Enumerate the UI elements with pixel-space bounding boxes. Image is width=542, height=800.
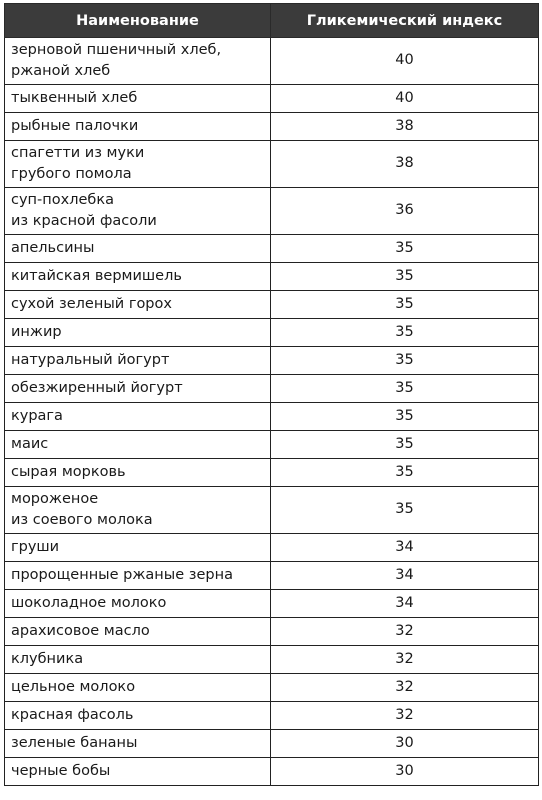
table-row [5, 562, 539, 590]
glycemic-index-table [4, 3, 539, 786]
glycemic-index-cell: 35 [271, 235, 539, 263]
table-row [5, 347, 539, 375]
product-name-cell: курага [5, 403, 271, 431]
product-name-cell: тыквенный хлеб [5, 85, 271, 113]
glycemic-index-cell: 38 [271, 113, 539, 141]
table-row [5, 618, 539, 646]
glycemic-index-cell: 35 [271, 431, 539, 459]
glycemic-index-cell: 35 [271, 459, 539, 487]
product-name-cell: груши [5, 534, 271, 562]
product-name-cell: красная фасоль [5, 702, 271, 730]
glycemic-index-cell: 30 [271, 758, 539, 786]
glycemic-index-cell: 34 [271, 534, 539, 562]
product-name-cell: сухой зеленый горох [5, 291, 271, 319]
product-name-cell: инжир [5, 319, 271, 347]
product-name-cell: спагетти из муки грубого помола [5, 141, 271, 188]
product-name-cell: апельсины [5, 235, 271, 263]
product-name-cell: шоколадное молоко [5, 590, 271, 618]
product-name-cell: цельное молоко [5, 674, 271, 702]
table-row [5, 141, 539, 188]
product-name-cell: черные бобы [5, 758, 271, 786]
glycemic-index-cell: 35 [271, 319, 539, 347]
glycemic-index-cell: 35 [271, 263, 539, 291]
product-name-cell: натуральный йогурт [5, 347, 271, 375]
glycemic-index-cell: 36 [271, 188, 539, 235]
glycemic-index-cell: 35 [271, 403, 539, 431]
table-row [5, 534, 539, 562]
glycemic-index-cell: 32 [271, 702, 539, 730]
table-body [5, 38, 539, 786]
glycemic-index-cell: 35 [271, 347, 539, 375]
glycemic-index-cell: 35 [271, 291, 539, 319]
table-row [5, 730, 539, 758]
product-name-cell: пророщенные ржаные зерна [5, 562, 271, 590]
glycemic-index-cell: 40 [271, 38, 539, 85]
product-name-cell: сырая морковь [5, 459, 271, 487]
glycemic-index-cell: 40 [271, 85, 539, 113]
table-row [5, 291, 539, 319]
table-row [5, 487, 539, 534]
table-row [5, 459, 539, 487]
header-row [5, 4, 539, 38]
table-header [5, 4, 539, 38]
glycemic-index-cell: 32 [271, 674, 539, 702]
table-row [5, 375, 539, 403]
glycemic-index-cell: 32 [271, 618, 539, 646]
product-name-cell: обезжиренный йогурт [5, 375, 271, 403]
glycemic-index-cell: 35 [271, 375, 539, 403]
table-row [5, 431, 539, 459]
table-row [5, 319, 539, 347]
table-row [5, 85, 539, 113]
product-name-cell: зерновой пшеничный хлеб, ржаной хлеб [5, 38, 271, 85]
table-row [5, 646, 539, 674]
product-name-cell: зеленые бананы [5, 730, 271, 758]
table-row [5, 702, 539, 730]
table-row [5, 674, 539, 702]
column-header-glycemic-index: Гликемический индекс [271, 4, 539, 38]
product-name-cell: суп-похлебка из красной фасоли [5, 188, 271, 235]
glycemic-index-cell: 34 [271, 590, 539, 618]
product-name-cell: мороженое из соевого молока [5, 487, 271, 534]
glycemic-index-cell: 34 [271, 562, 539, 590]
table-row [5, 38, 539, 85]
glycemic-index-cell: 30 [271, 730, 539, 758]
product-name-cell: арахисовое масло [5, 618, 271, 646]
glycemic-index-cell: 35 [271, 487, 539, 534]
product-name-cell: рыбные палочки [5, 113, 271, 141]
glycemic-index-cell: 32 [271, 646, 539, 674]
table-row [5, 758, 539, 786]
table-row [5, 188, 539, 235]
glycemic-index-cell: 38 [271, 141, 539, 188]
table-row [5, 235, 539, 263]
table-row [5, 113, 539, 141]
table-row [5, 403, 539, 431]
table-row [5, 590, 539, 618]
table-row [5, 263, 539, 291]
product-name-cell: маис [5, 431, 271, 459]
product-name-cell: клубника [5, 646, 271, 674]
column-header-name: Наименование [5, 4, 271, 38]
product-name-cell: китайская вермишель [5, 263, 271, 291]
